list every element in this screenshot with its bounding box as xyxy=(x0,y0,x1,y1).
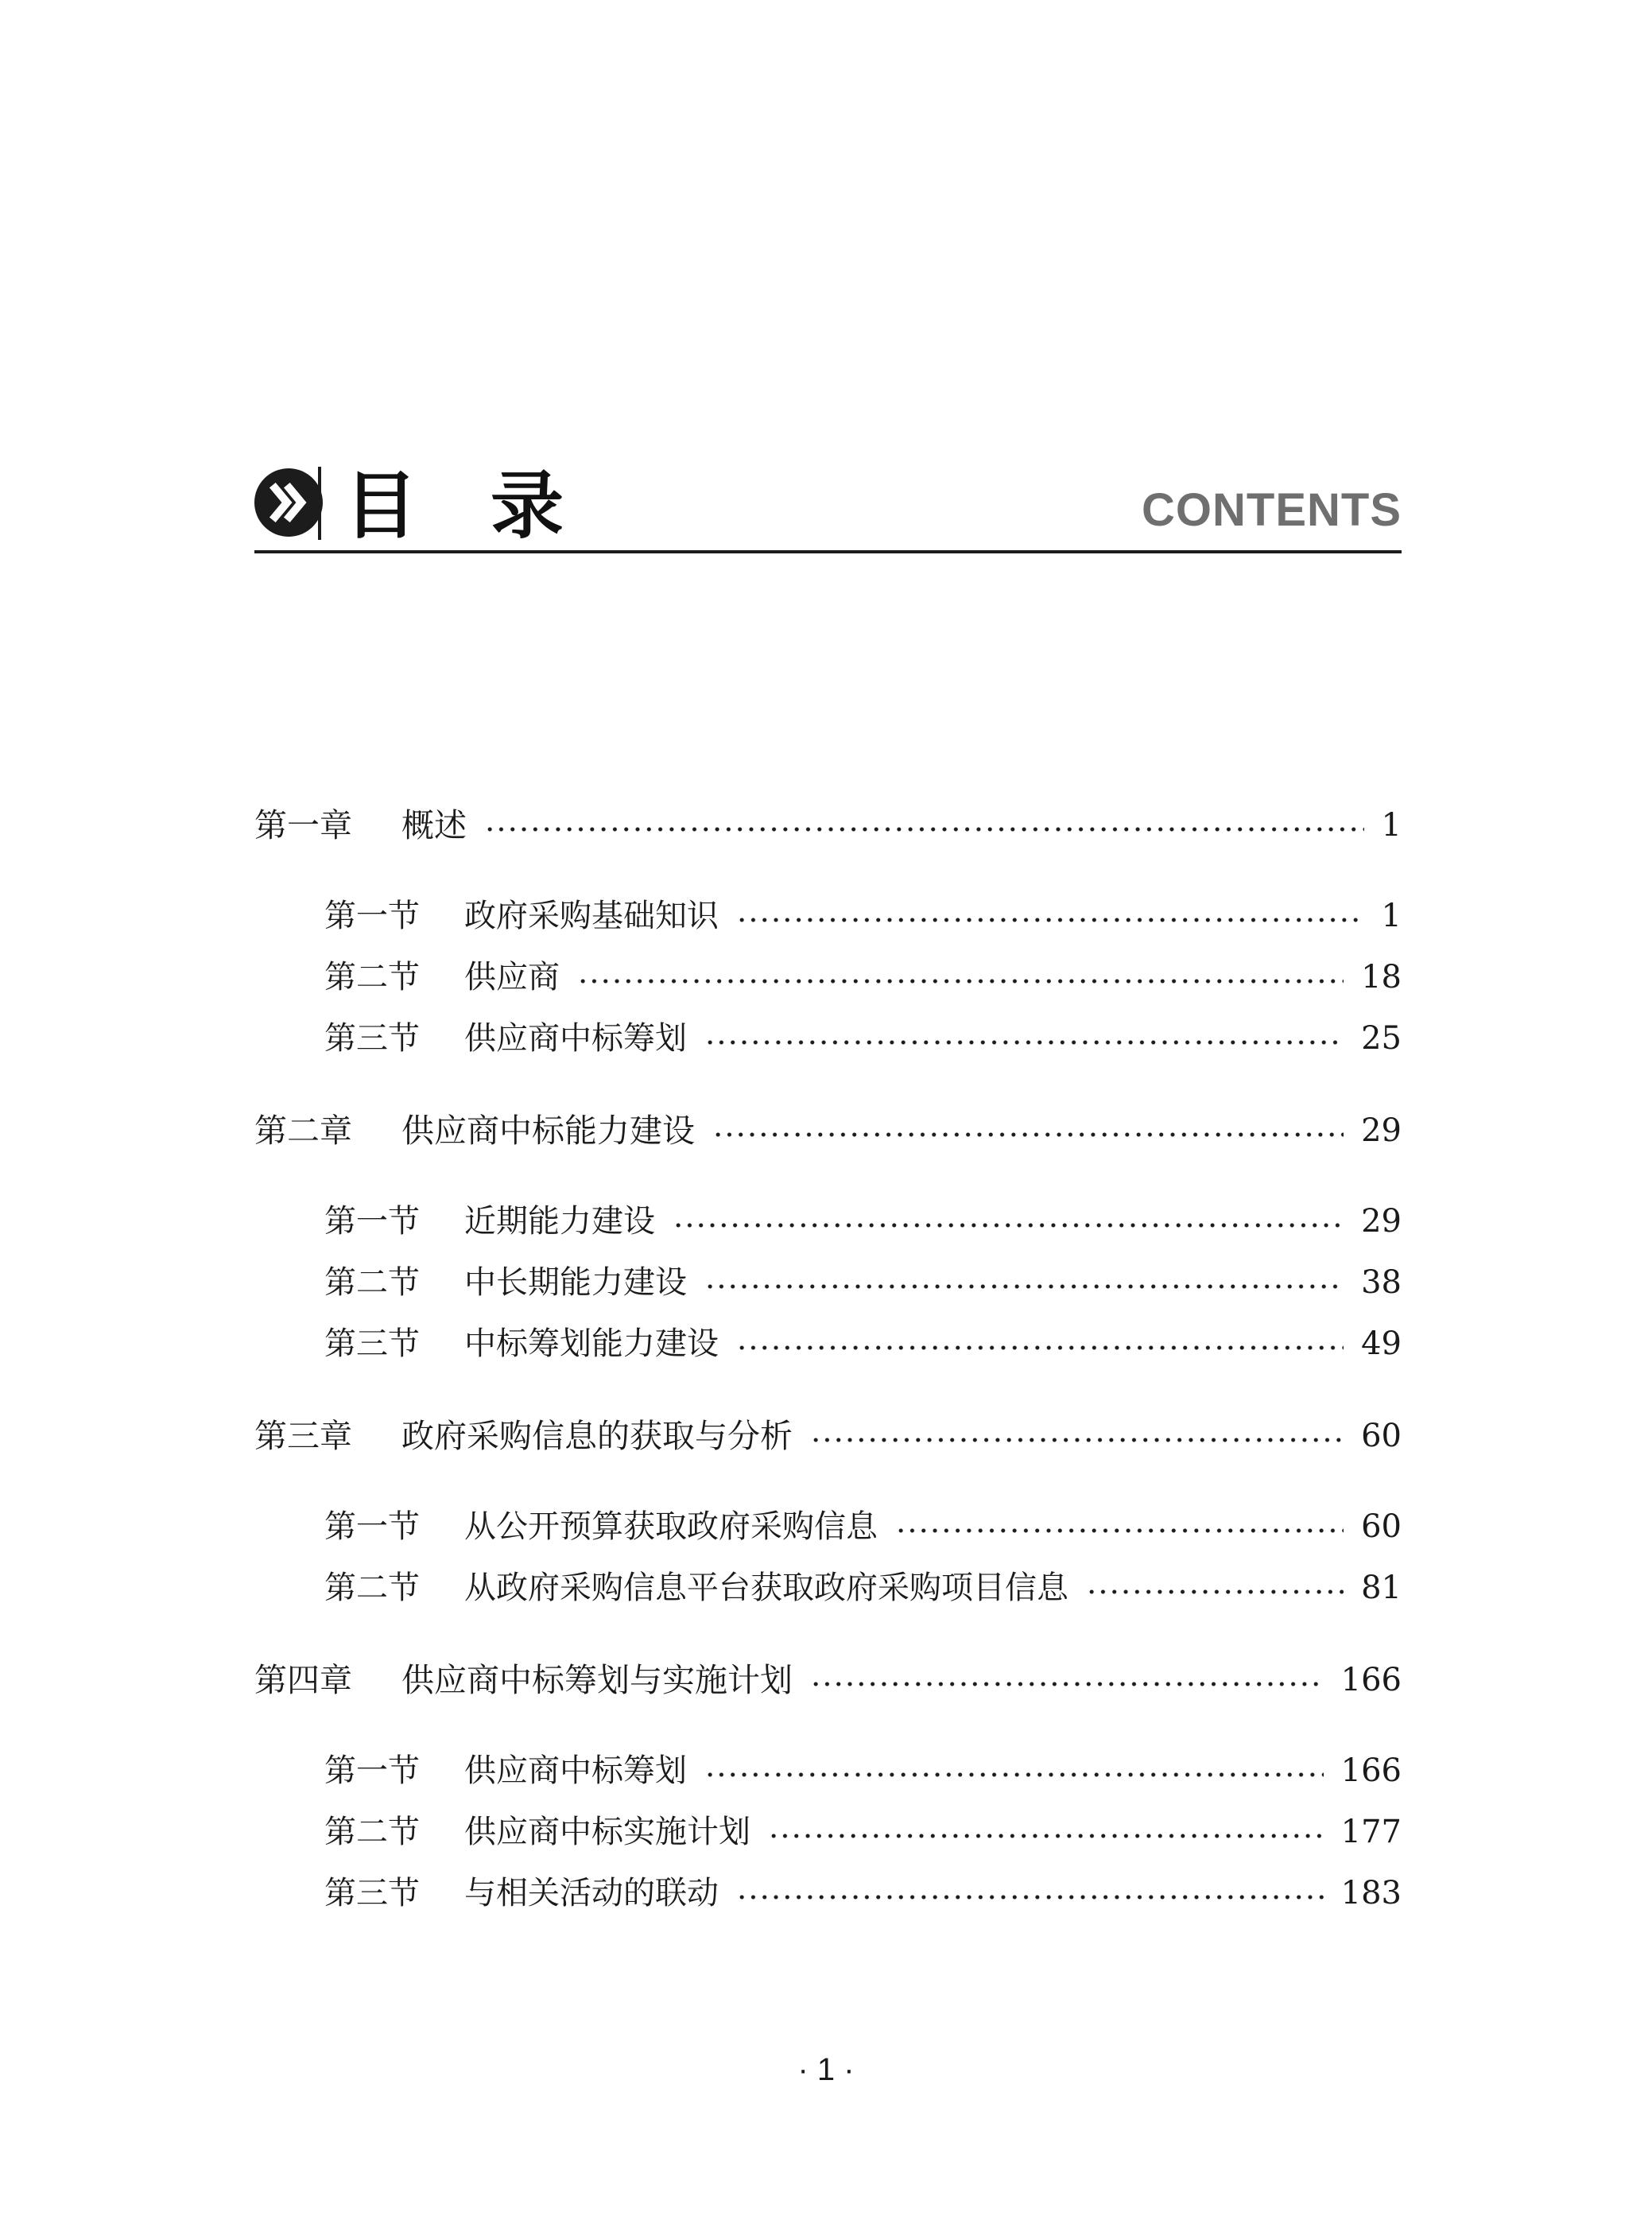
toc-leader-dots xyxy=(673,1223,1344,1228)
toc-entry-number: 第一节 xyxy=(324,1508,420,1545)
toc-section-row[interactable] xyxy=(254,1810,1402,1854)
toc-leader-dots xyxy=(736,1895,1324,1900)
toc-leader-dots xyxy=(1086,1589,1344,1594)
toc-page-number: 38 xyxy=(1361,1264,1402,1301)
toc-entry-title: 供应商 xyxy=(464,959,560,995)
toc-entry-number: 第二节 xyxy=(324,1264,420,1301)
toc-page-number: 60 xyxy=(1361,1418,1402,1454)
header-divider-bar xyxy=(318,467,321,540)
toc-entry-number: 第四章 xyxy=(254,1661,352,1699)
toc-leader-dots xyxy=(704,1772,1324,1777)
toc-chapter-row[interactable] xyxy=(254,1414,1402,1458)
toc-entry-number: 第一节 xyxy=(324,1752,420,1789)
toc-entry-title: 中长期能力建设 xyxy=(464,1264,687,1301)
toc-chapter-row[interactable] xyxy=(254,1108,1402,1153)
toc-entry-title: 供应商中标筹划 xyxy=(464,1020,687,1057)
toc-page-number: 166 xyxy=(1340,1752,1402,1789)
toc-page-number: 183 xyxy=(1340,1875,1402,1911)
toc-section-row[interactable] xyxy=(254,1260,1402,1305)
toc-page-number: 1 xyxy=(1381,898,1402,934)
toc-section-row[interactable] xyxy=(254,1871,1402,1915)
toc-entry-number: 第一节 xyxy=(324,1203,420,1240)
toc-entry-title: 与相关活动的联动 xyxy=(464,1875,719,1911)
toc-entry-title: 供应商中标筹划 xyxy=(464,1752,687,1789)
page-title-english: CONTENTS xyxy=(1142,484,1402,536)
toc-page-number: 1 xyxy=(1381,807,1402,844)
toc-section-row[interactable] xyxy=(254,894,1402,938)
toc-section-row[interactable] xyxy=(254,955,1402,999)
double-chevron-right-icon xyxy=(254,468,323,537)
header-rule xyxy=(254,550,1402,553)
toc-chapter-row[interactable] xyxy=(254,803,1402,848)
toc-entry-number: 第三章 xyxy=(254,1417,352,1455)
toc-page-number: 25 xyxy=(1361,1020,1402,1057)
toc-section-row[interactable] xyxy=(254,1199,1402,1244)
page-number: · 1 · xyxy=(797,2052,855,2087)
toc-entry-title: 供应商中标实施计划 xyxy=(464,1814,750,1850)
toc-entry-title: 中标筹划能力建设 xyxy=(464,1325,719,1362)
toc-entry-number: 第二节 xyxy=(324,959,420,995)
toc-section-row[interactable] xyxy=(254,1016,1402,1061)
toc-page-number: 49 xyxy=(1361,1325,1402,1362)
toc-leader-dots xyxy=(712,1132,1344,1137)
toc-entry-title: 近期能力建设 xyxy=(464,1203,655,1240)
toc-entry-number: 第二节 xyxy=(324,1570,420,1606)
toc-chapter-row[interactable] xyxy=(254,1658,1402,1702)
toc-entry-number: 第一章 xyxy=(254,806,352,844)
toc-leader-dots xyxy=(895,1528,1344,1533)
toc-leader-dots xyxy=(704,1040,1344,1045)
toc-leader-dots xyxy=(484,827,1364,832)
toc-entry-title: 供应商中标筹划与实施计划 xyxy=(401,1661,793,1699)
contents-header xyxy=(254,465,1402,553)
toc-page-number: 166 xyxy=(1340,1662,1402,1698)
toc-entry-number: 第三节 xyxy=(324,1325,420,1362)
toc-section-row[interactable] xyxy=(254,1566,1402,1610)
toc-entry-title: 政府采购信息的获取与分析 xyxy=(401,1417,793,1455)
toc-section-row[interactable] xyxy=(254,1748,1402,1793)
toc-entry-title: 供应商中标能力建设 xyxy=(401,1112,695,1150)
toc-page-number: 177 xyxy=(1340,1814,1402,1850)
toc-entry-title: 政府采购基础知识 xyxy=(464,898,719,934)
toc-entry-number: 第一节 xyxy=(324,898,420,934)
toc-leader-dots xyxy=(736,918,1364,922)
toc-page-number: 29 xyxy=(1361,1112,1402,1149)
toc-entry-number: 第三节 xyxy=(324,1875,420,1911)
toc-entry-title: 从政府采购信息平台获取政府采购项目信息 xyxy=(464,1570,1068,1606)
toc-page-number: 60 xyxy=(1361,1508,1402,1545)
toc-entry-title: 概述 xyxy=(401,806,467,844)
toc-leader-dots xyxy=(810,1682,1324,1686)
toc-leader-dots xyxy=(577,979,1344,984)
toc-section-row[interactable] xyxy=(254,1504,1402,1549)
toc-leader-dots xyxy=(768,1834,1324,1838)
page-title: 目录 xyxy=(344,463,638,549)
toc-page-number: 18 xyxy=(1361,959,1402,995)
toc-leader-dots xyxy=(704,1284,1344,1289)
toc-page-number: 81 xyxy=(1361,1570,1402,1606)
toc-section-row[interactable] xyxy=(254,1321,1402,1366)
toc-entry-number: 第二节 xyxy=(324,1814,420,1850)
toc-leader-dots xyxy=(810,1438,1344,1442)
toc-page-number: 29 xyxy=(1361,1203,1402,1240)
toc-entry-number: 第三节 xyxy=(324,1020,420,1057)
toc-leader-dots xyxy=(736,1345,1344,1350)
toc-entry-title: 从公开预算获取政府采购信息 xyxy=(464,1508,878,1545)
toc-entry-number: 第二章 xyxy=(254,1112,352,1150)
